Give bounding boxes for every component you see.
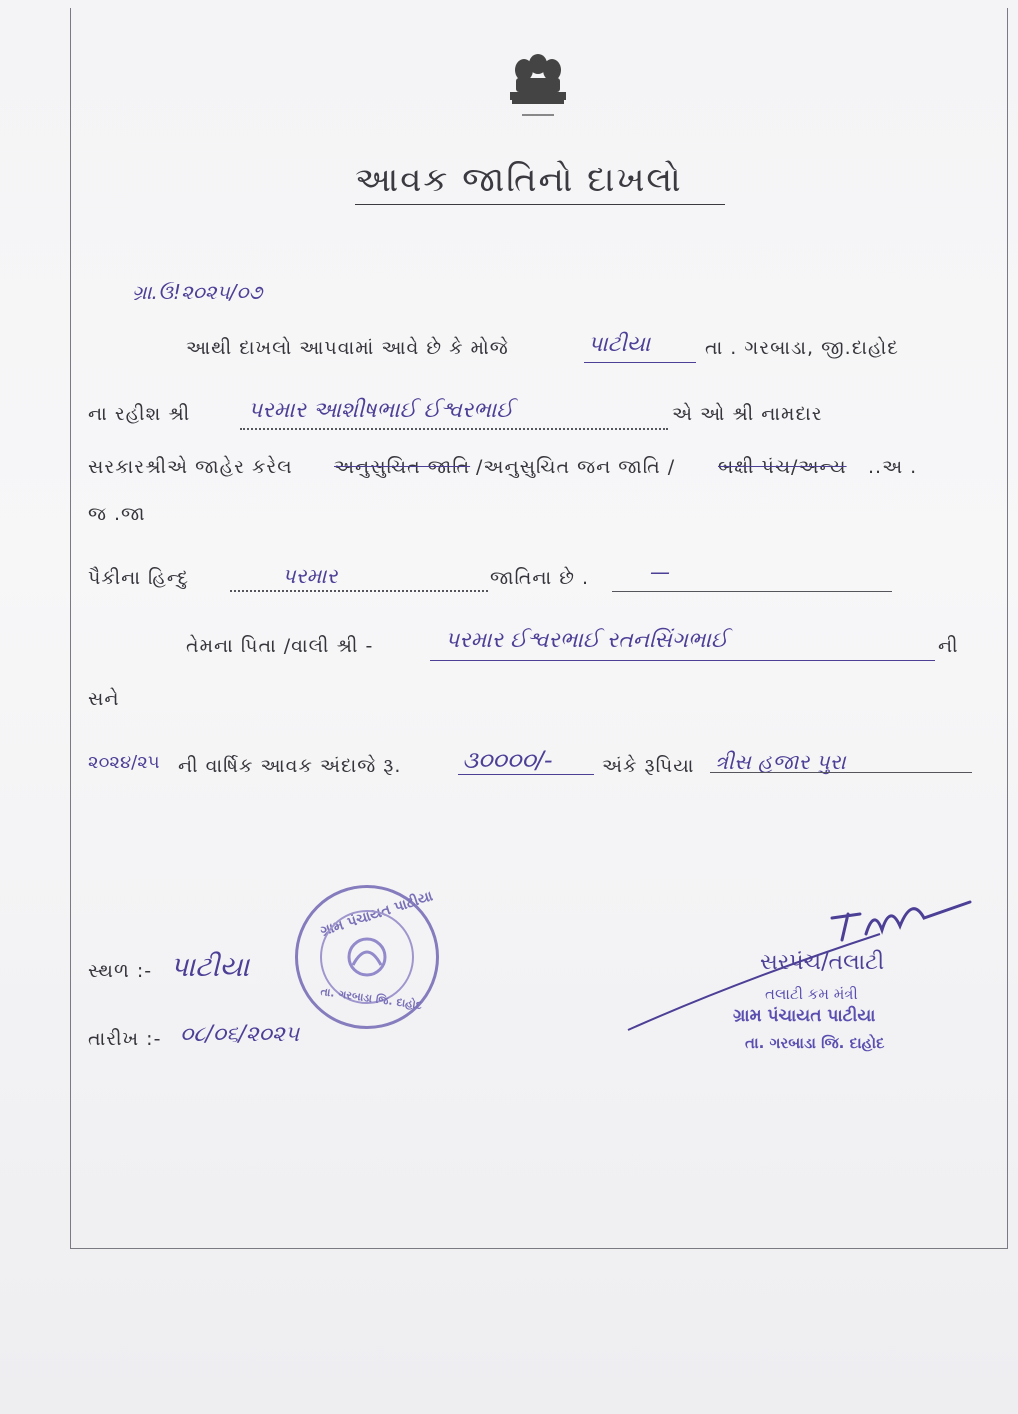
amount-words-label: અંકે રૂપિયા bbox=[602, 755, 695, 777]
words-underline bbox=[710, 772, 972, 773]
line3-prefix: સરકારશ્રીએ જાહેર કરેલ bbox=[88, 456, 293, 478]
village-name: પાટીયા bbox=[588, 332, 651, 357]
line1-prefix: આથી દાખલો આપવામાં આવે છે કે મોજે bbox=[186, 337, 509, 359]
line3-mid: /અનુસુચિત જન જાતિ / bbox=[476, 456, 676, 478]
line5-mid: જાતિના છે . bbox=[490, 567, 589, 589]
applicant-name: પરમાર આશીષભાઈ ઈશ્વરભાઈ bbox=[248, 398, 514, 423]
line7: સને bbox=[88, 688, 120, 710]
date-label: તારીખ :- bbox=[88, 1028, 162, 1050]
struck-obc: બક્ષી પંચ/અન્ય bbox=[718, 456, 847, 478]
certificate-title: આવક જાતિનો દાખલો bbox=[355, 160, 725, 205]
caste-dotline bbox=[230, 590, 488, 592]
stamp-panchayat: ગ્રામ પંચાયત પાટીયા bbox=[733, 1006, 876, 1026]
stamp-address: તા. ગરબાડા જિ. દાહોદ bbox=[745, 1034, 885, 1052]
national-emblem-icon bbox=[500, 50, 576, 124]
line3-end: ..અ . bbox=[868, 456, 918, 478]
date-value: ૦૮/૦૬/૨૦૨૫ bbox=[180, 1022, 300, 1047]
income-year: ૨૦૨૪/૨૫ bbox=[88, 752, 160, 773]
caste-blank-line bbox=[612, 591, 892, 592]
place-value: પાટીયા bbox=[170, 950, 250, 983]
line4: જ .જા bbox=[88, 503, 146, 525]
line6-prefix: તેમના પિતા /વાલી શ્રી - bbox=[186, 635, 374, 657]
caste-name: પરમાર bbox=[282, 564, 338, 588]
name-dotline bbox=[240, 428, 668, 430]
line5-dash: — bbox=[650, 560, 670, 584]
signatory-role: સરપંચ/તલાટી bbox=[760, 950, 885, 975]
village-underline bbox=[584, 362, 696, 363]
line5-prefix: પૈકીના હિન્દુ bbox=[88, 567, 189, 589]
stamp-designation: તલાટી કમ મંત્રી bbox=[765, 985, 858, 1003]
amount-underline bbox=[458, 774, 594, 775]
amount-in-words: ત્રીસ હજાર પુરા bbox=[715, 750, 846, 774]
seal-emblem-icon bbox=[339, 929, 395, 985]
reference-number: ગ્રા.ઉ!૨૦૨૫/૦૭ bbox=[132, 280, 263, 304]
line2-suffix: એ ઓ શ્રી નામદાર bbox=[672, 403, 823, 425]
place-label: સ્થળ :- bbox=[88, 960, 153, 982]
struck-sc: અનુસુચિત જાતિ bbox=[334, 456, 471, 478]
line8-mid: ની વાર્ષિક આવક અંદાજે રૂ. bbox=[178, 755, 402, 777]
father-name: પરમાર ઈશ્વરભાઈ રતનસિંગભાઈ bbox=[445, 628, 728, 653]
father-underline bbox=[430, 660, 935, 661]
income-amount: ૩૦૦૦૦/- bbox=[462, 746, 553, 774]
line1-suffix: તા . ગરબાડા, જી.દાહોદ bbox=[705, 337, 899, 359]
line6-suffix: ની bbox=[938, 635, 959, 657]
panchayat-seal: ગ્રામ પંચાયત પાટીયા તા. ગરબાડા જિ. દાહોદ bbox=[295, 885, 439, 1029]
line2-prefix: ના રહીશ શ્રી bbox=[88, 403, 191, 425]
